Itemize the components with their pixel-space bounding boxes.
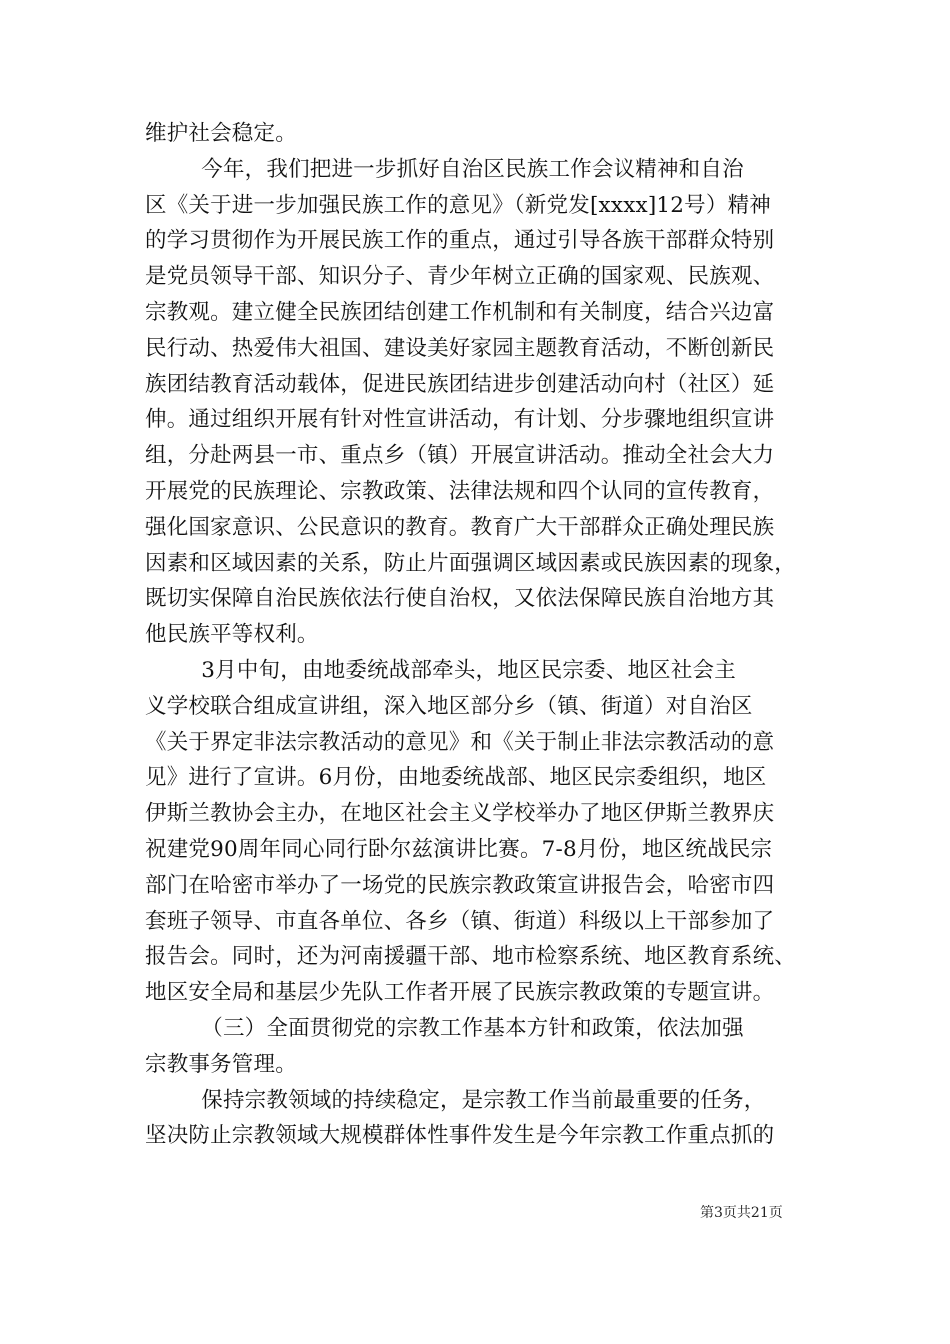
text-line: 区《关于进一步加强民族工作的意见》（新党发[xxxx]12号）精神 [145, 193, 771, 218]
text-line: 民行动、热爱伟大祖国、建设美好家园主题教育活动，不断创新民 [145, 336, 775, 361]
text-line: 宗教观。建立健全民族团结创建工作机制和有关制度，结合兴边富 [145, 300, 775, 325]
text-line: 义学校联合组成宣讲组，深入地区部分乡（镇、街道）对自治区 [145, 694, 753, 719]
text-line: 祝建党90周年同心同行卧尔兹演讲比赛。7-8月份，地区统战民宗 [145, 837, 773, 862]
text-line: 开展党的民族理论、宗教政策、法律法规和四个认同的宣传教育， [145, 479, 775, 504]
text-line: 地区安全局和基层少先队工作者开展了民族宗教政策的专题宣讲。 [145, 980, 775, 1005]
text-line: 报告会。同时，还为河南援疆干部、地市检察系统、地区教育系统、 [145, 944, 797, 969]
text-line: 坚决防止宗教领域大规模群体性事件发生是今年宗教工作重点抓的 [145, 1123, 775, 1148]
text-line: 伸。通过组织开展有针对性宣讲活动，有计划、分步骤地组织宣讲 [145, 407, 775, 432]
text-line: 既切实保障自治民族依法行使自治权，又依法保障民族自治地方其 [145, 586, 775, 611]
text-line: 部门在哈密市举办了一场党的民族宗教政策宣讲报告会，哈密市四 [145, 873, 775, 898]
text-line: 因素和区域因素的关系，防止片面强调区域因素或民族因素的现象， [145, 551, 797, 576]
text-line: 族团结教育活动载体，促进民族团结进步创建活动向村（社区）延 [145, 372, 775, 397]
text-line: 维护社会稳定。 [145, 121, 297, 146]
text-line: 见》进行了宣讲。6月份，由地委统战部、地区民宗委组织，地区 [145, 765, 767, 790]
text-line: 是党员领导干部、知识分子、青少年树立正确的国家观、民族观、 [145, 264, 775, 289]
text-line: 宗教事务管理。 [145, 1052, 297, 1077]
text-line: 套班子领导、市直各单位、各乡（镇、街道）科级以上干部参加了 [145, 909, 775, 934]
text-line: 组，分赴两县一市、重点乡（镇）开展宣讲活动。推动全社会大力 [145, 443, 775, 468]
page-number: 第3页共21页 [700, 1205, 783, 1221]
text-line: （三）全面贯彻党的宗教工作基本方针和政策，依法加强 [145, 1016, 744, 1041]
text-line: 3月中旬，由地委统战部牵头，地区民宗委、地区社会主 [145, 658, 736, 683]
text-line: 他民族平等权利。 [145, 622, 319, 647]
text-line: 伊斯兰教协会主办，在地区社会主义学校举办了地区伊斯兰教界庆 [145, 801, 775, 826]
text-line: 《关于界定非法宗教活动的意见》和《关于制止非法宗教活动的意 [145, 730, 775, 755]
text-line: 的学习贯彻作为开展民族工作的重点，通过引导各族干部群众特别 [145, 228, 775, 253]
text-line: 保持宗教领域的持续稳定，是宗教工作当前最重要的任务， [145, 1088, 766, 1113]
text-line: 强化国家意识、公民意识的教育。教育广大干部群众正确处理民族 [145, 515, 775, 540]
text-line: 今年，我们把进一步抓好自治区民族工作会议精神和自治 [145, 157, 744, 182]
